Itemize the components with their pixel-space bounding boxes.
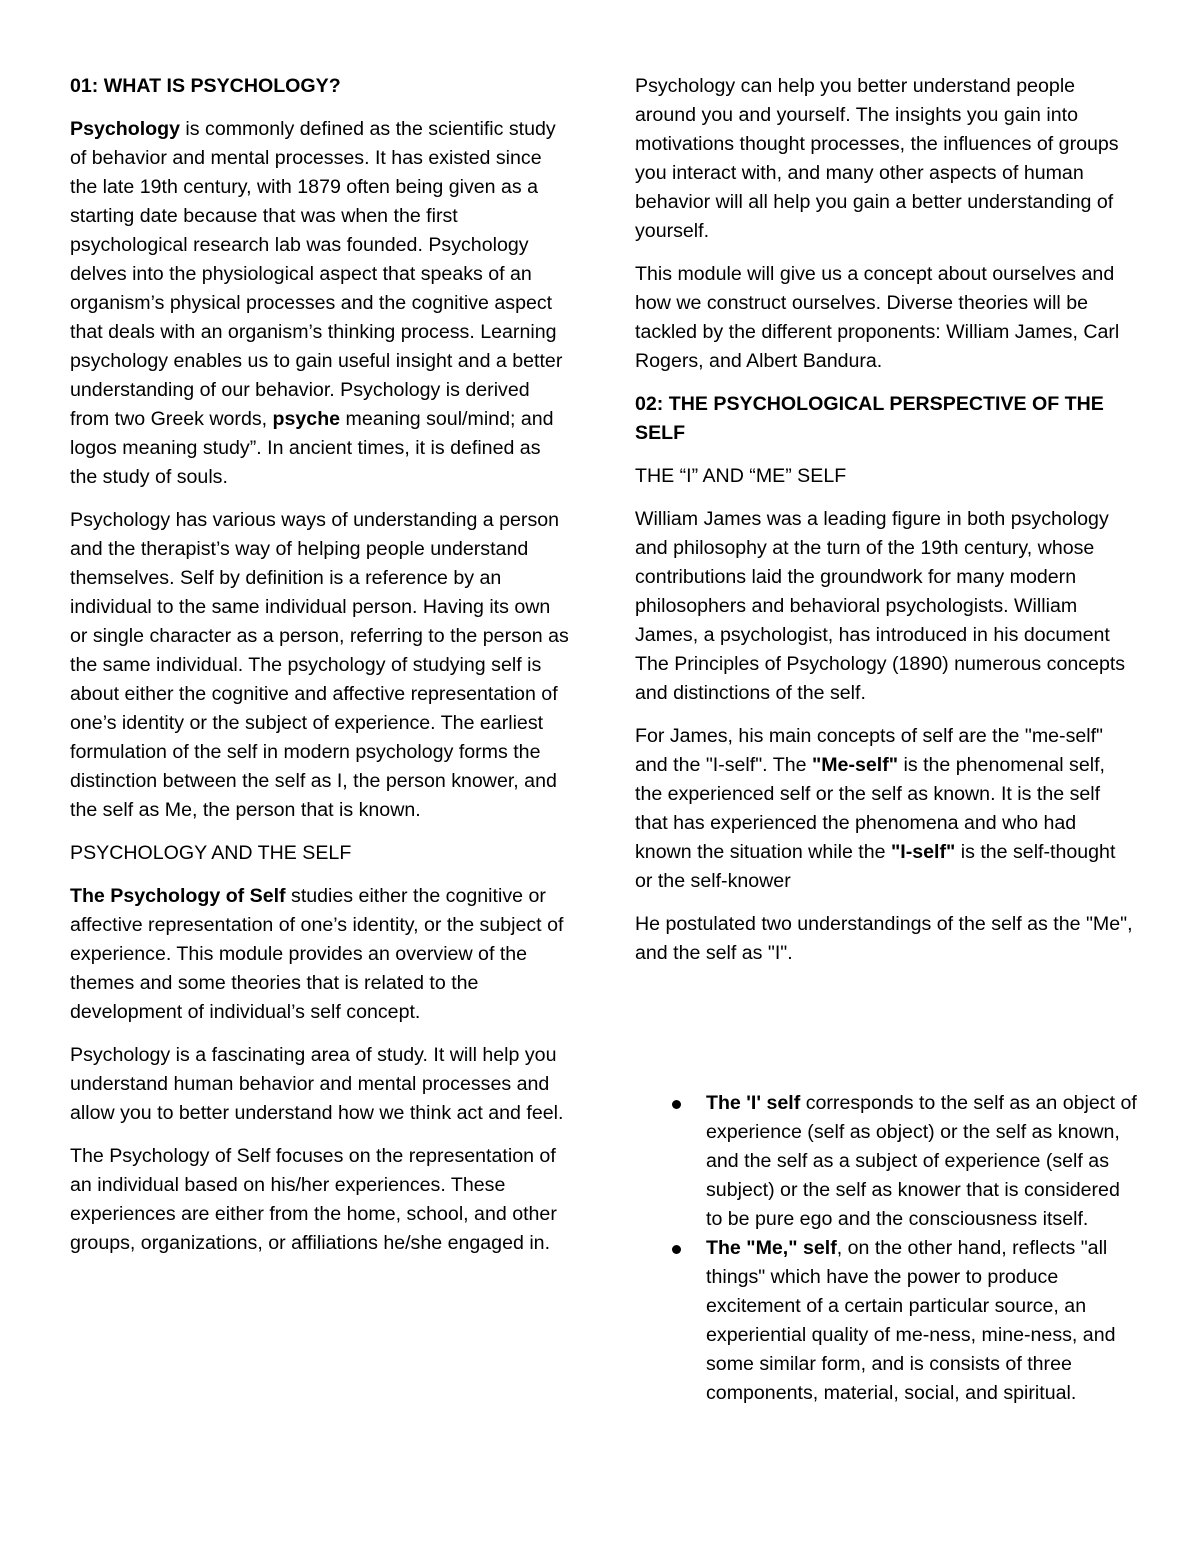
bold-term: The Psychology of Self xyxy=(70,885,286,907)
paragraph-module-concept: This module will give us a concept about ourselves and how we construct ourselves. Diverse theories will be tackled by the different proponents: William James, Carl Rogers, and Albert Bandura. xyxy=(635,263,1120,372)
right-column xyxy=(635,72,1135,982)
bold-term: Psychology xyxy=(70,118,180,140)
bullet-list xyxy=(670,1089,1140,1408)
list-item: The "Me," self, on the other hand, reflects "all things" which have the power to produce excitement of a certain particular source, an experiential quality of me-ness, mine-ness, and some similar form, and is consists of three components, material, social, and spiritual. xyxy=(670,1234,1140,1408)
section-heading-02: 02: THE PSYCHOLOGICAL PERSPECTIVE OF THE SELF xyxy=(635,393,1104,444)
paragraph-james-concepts: For James, his main concepts of self are the "me-self" and the "I-self". The "Me-self" is the phenomenal self, the experienced self or the self as known. It is the self that has experienced the phenomena and who had known the situation while the "I-self" is the self-thought or the self-knower xyxy=(635,725,1116,892)
paragraph-william-james: William James was a leading figure in both psychology and philosophy at the turn of the 19th century, whose contributions laid the groundwork for many modern philosophers and behavioral psychologists. William James, a psychologist, has introduced in his document The Principles of Psychology (1890) numerous concepts and distinctions of the self. xyxy=(635,508,1126,704)
list-item: The 'I' self corresponds to the self as an object of experience (self as object) or the self as known, and the self as a subject of experience (self as subject) or the self as knower that is considered to be pure ego and the consciousness itself. xyxy=(670,1089,1140,1234)
bold-term: "Me-self" xyxy=(811,754,899,776)
section-heading-01: 01: WHAT IS PSYCHOLOGY? xyxy=(70,75,341,97)
bold-term: The "Me," self xyxy=(706,1237,837,1259)
paragraph-two-understandings: He postulated two understandings of the self as the "Me", and the self as "I". xyxy=(635,913,1133,964)
bullet-icon xyxy=(672,1245,681,1254)
bold-term: The 'I' self xyxy=(706,1092,801,1114)
left-column xyxy=(70,72,570,1272)
bold-term: "I-self" xyxy=(890,841,956,863)
paragraph-what-is-psychology: Psychology is commonly defined as the scientific study of behavior and mental processes. It has existed since the late 19th century, with 1879 often being given as a starting date because that was when the first psychological research lab was founded. Psychology delves into the physiological aspect that speaks of an organism’s physical processes and the cognitive aspect that deals with an organism’s thinking process. Learning psychology enables us to gain useful insight and a better understanding of our behavior. Psychology is derived from two Greek words, psyche meaning soul/mind; and logos meaning study”. In ancient times, it is defined as the study of souls. xyxy=(70,118,563,488)
paragraph-representation: The Psychology of Self focuses on the representation of an individual based on his/her experiences. These experiences are either from the home, school, and other groups, organizations, or affiliations he/she engaged in. xyxy=(70,1145,557,1254)
bold-term: psyche xyxy=(272,408,341,430)
bullet-icon xyxy=(672,1100,681,1109)
paragraph-fascinating-area: Psychology is a fascinating area of study. It will help you understand human behavior and mental processes and allow you to better understand how we think act and feel. xyxy=(70,1044,564,1124)
subheading-psychology-and-self: PSYCHOLOGY AND THE SELF xyxy=(70,842,352,864)
paragraph-psychology-of-self: The Psychology of Self studies either the cognitive or affective representation of one’s identity, or the subject of experience. This module provides an overview of the themes and some theories that is related to the development of individual’s self concept. xyxy=(70,885,564,1023)
paragraph-understand-people: Psychology can help you better understand people around you and yourself. The insights you gain into motivations thought processes, the influences of groups you interact with, and many other aspects of human behavior will all help you gain a better understanding of yourself. xyxy=(635,75,1119,242)
paragraph-self-definition: Psychology has various ways of understanding a person and the therapist’s way of helping people understand themselves. Self by definition is a reference by an individual to the same individual person. Having its own or single character as a person, referring to the person as the same individual. The psychology of studying self is about either the cognitive and affective representation of one’s identity or the subject of experience. The earliest formulation of the self in modern psychology forms the distinction between the self as I, the person knower, and the self as Me, the person that is known. xyxy=(70,509,569,821)
subheading-i-and-me-self: THE “I” AND “ME” SELF xyxy=(635,465,847,487)
